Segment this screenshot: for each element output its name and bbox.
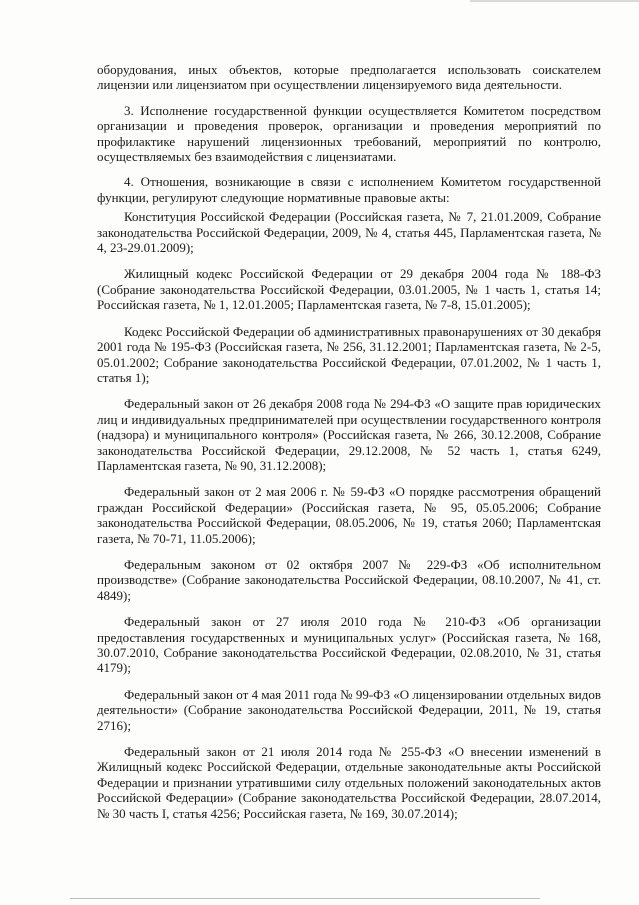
- scan-edge-top: [470, 0, 639, 2]
- act-housing-code: Жилищный кодекс Российской Федерации от 29 декабря 2004 года № 188-ФЗ (Собрание законодательства Российской Федерации, 03.01.2005, № 1 часть 1, статья 14; Российская газета, № 1, 12.01.2005; Парламентская газета, № 7-8, 15.01.2005);: [97, 266, 601, 313]
- paragraph-item-4: 4. Отношения, возникающие в связи с исполнением Комитетом государственной функции, регулируют следующие нормативные правовые акты:: [97, 174, 601, 205]
- document-body: [97, 62, 601, 821]
- act-law-210: Федеральный закон от 27 июля 2010 года № 210-ФЗ «Об организации предоставления государственных и муниципальных услуг» (Российская газета, № 168, 30.07.2010, Собрание законодательства Российской Федерации, 02.08.2010, № 31, статья 4179);: [97, 614, 601, 676]
- scan-edge-bottom: [70, 898, 540, 899]
- paragraph-continuation: оборудования, иных объектов, которые предполагается использовать соискателем лицензии или лицензиатом при осуществлении лицензируемого вида деятельности.: [97, 62, 601, 93]
- act-administrative-code: Кодекс Российской Федерации об административных правонарушениях от 30 декабря 2001 года № 195-ФЗ (Российская газета, № 256, 31.12.2001; Парламентская газета, № 2-5, 05.01.2002; Собрание законодательства Российской Федерации, 07.01.2002, № 1 часть 1, статья 1);: [97, 323, 601, 385]
- act-law-229: Федеральным законом от 02 октября 2007 № 229-ФЗ «Об исполнительном производстве» (Собрание законодательства Российской Федерации, 08.10.2007, № 41, ст. 4849);: [97, 556, 601, 603]
- act-law-99: Федеральный закон от 4 мая 2011 года № 99-ФЗ «О лицензировании отдельных видов деятельности» (Собрание законодательства Российской Федерации, 2011, № 19, статья 2716);: [97, 686, 601, 733]
- act-law-294: Федеральный закон от 26 декабря 2008 года № 294-ФЗ «О защите прав юридических лиц и индивидуальных предпринимателей при осуществлении государственного контроля (надзора) и муниципального контроля» (Российская газета, № 266, 30.12.2008, Собрание законодательства Российской Федерации, 29.12.2008, № 52 часть 1, статья 6249, Парламентская газета, № 90, 31.12.2008);: [97, 396, 601, 473]
- paragraph-item-3: 3. Исполнение государственной функции осуществляется Комитетом посредством организации и проведения проверок, организации и проведения мероприятий по профилактике нарушений лицензионных требований, мероприятий по контролю, осуществляемых без взаимодействия с лицензиатами.: [97, 102, 601, 165]
- act-law-59: Федеральный закон от 2 мая 2006 г. № 59-ФЗ «О порядке рассмотрения обращений граждан Российской Федерации» (Российская газета, № 95, 05.05.2006; Собрание законодательства Российской Федерации, 08.05.2006, № 19, статья 2060; Парламентская газета, № 70-71, 11.05.2006);: [97, 484, 601, 546]
- act-law-255: Федеральный закон от 21 июля 2014 года № 255-ФЗ «О внесении изменений в Жилищный кодекс Российской Федерации, отдельные законодательные акты Российской Федерации и признании утратившими силу отдельных положений законодательных актов Российской Федерации» (Собрание законодательства Российской Федерации, 28.07.2014, № 30 часть I, статья 4256; Российская газета, № 169, 30.07.2014);: [97, 744, 601, 821]
- act-constitution: Конституция Российской Федерации (Российская газета, № 7, 21.01.2009, Собрание законодательства Российской Федерации, 2009, № 4, статья 445, Парламентская газета, № 4, 23-29.01.2009);: [97, 209, 601, 256]
